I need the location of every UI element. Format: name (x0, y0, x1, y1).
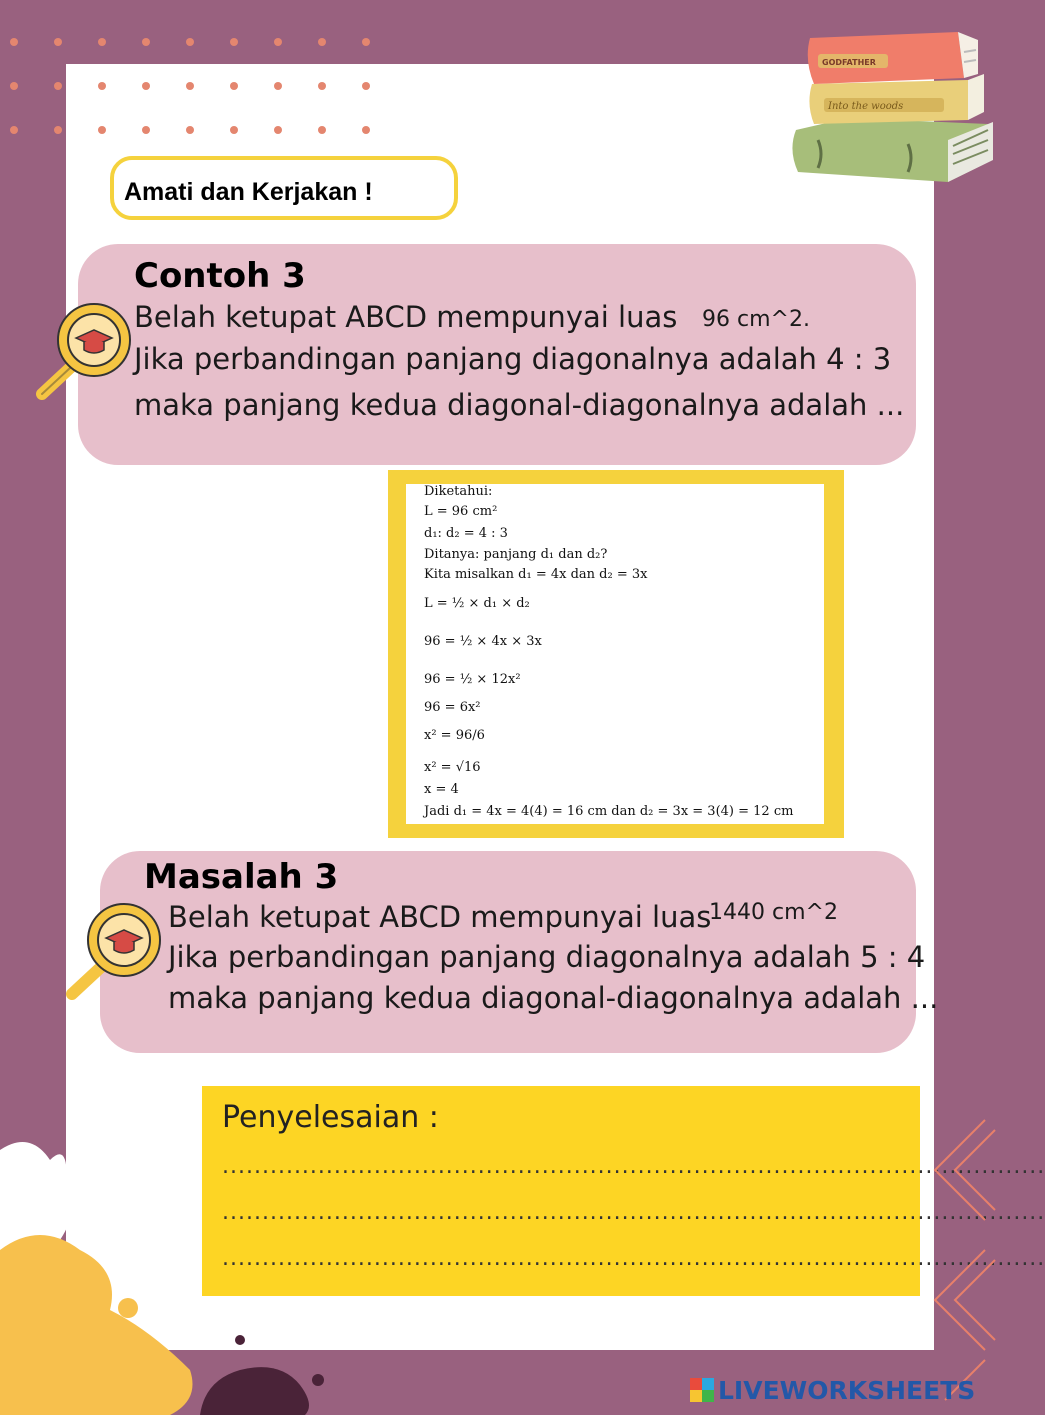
solution-line: 96 = 6x² (424, 700, 481, 715)
solution-line: x² = 96/6 (424, 728, 485, 743)
decorative-dot (362, 82, 370, 90)
decorative-dot (10, 126, 18, 134)
decorative-dot (142, 126, 150, 134)
paint-splash-decoration (0, 1130, 330, 1415)
solution-line: Ditanya: panjang d₁ dan d₂? (424, 547, 608, 562)
decorative-dot (54, 38, 62, 46)
solution-line: Jadi d₁ = 4x = 4(4) = 16 cm dan d₂ = 3x = 3(4) = 12 cm (424, 804, 794, 819)
solution-image-frame (388, 470, 844, 838)
books-illustration (788, 22, 993, 192)
solution-content (406, 484, 824, 824)
example-heading: Contoh 3 (134, 256, 306, 296)
decorative-dot (362, 38, 370, 46)
example-line-1: Belah ketupat ABCD mempunyai luas (134, 300, 678, 334)
solution-line: L = 96 cm² (424, 504, 498, 519)
decorative-dot (98, 126, 106, 134)
decorative-dot (142, 82, 150, 90)
solution-line: x² = √16 (424, 760, 481, 775)
instruction-box (110, 156, 458, 220)
decorative-dot (186, 82, 194, 90)
decorative-dot (142, 38, 150, 46)
decorative-dot (274, 82, 282, 90)
brand-text: LIVEWORKSHEETS (718, 1375, 976, 1405)
solution-line: Diketahui: (424, 484, 493, 499)
magnifier-graduation-icon (60, 896, 170, 1006)
answer-line-1[interactable]: ....................................................................................................... (222, 1154, 1045, 1179)
decorative-dot (318, 82, 326, 90)
solution-line: 96 = ½ × 12x² (424, 672, 521, 687)
magnifier-graduation-icon (30, 296, 140, 406)
solution-line: L = ½ × d₁ × d₂ (424, 596, 530, 611)
red-book (808, 32, 978, 84)
decorative-dots (10, 38, 380, 148)
decorative-dot (318, 126, 326, 134)
solution-line: x = 4 (424, 782, 459, 797)
example-area-value: 96 cm^2. (702, 307, 810, 332)
answer-line-2[interactable]: ....................................................................................................... (222, 1200, 1045, 1225)
book-title-2: Into the woods (828, 101, 904, 112)
solution-line: d₁: d₂ = 4 : 3 (424, 526, 508, 541)
decorative-dot (54, 82, 62, 90)
decorative-dot (274, 126, 282, 134)
decorative-dot (318, 38, 326, 46)
decorative-dot (54, 126, 62, 134)
decorative-dot (186, 126, 194, 134)
decorative-dot (230, 126, 238, 134)
problem-line-2: Jika perbandingan panjang diagonalnya adalah 5 : 4 (168, 940, 926, 974)
solution-line: Kita misalkan d₁ = 4x dan d₂ = 3x (424, 567, 648, 582)
decorative-dot (230, 38, 238, 46)
brand-icon (690, 1378, 714, 1402)
answer-line-3[interactable]: ....................................................................................................... (222, 1246, 1045, 1271)
decorative-dot (98, 82, 106, 90)
decorative-dot (362, 126, 370, 134)
decorative-dot (10, 38, 18, 46)
decorative-dot (10, 82, 18, 90)
answer-label: Penyelesaian : (222, 1100, 439, 1135)
green-book (792, 118, 993, 182)
chevron-decoration (880, 1100, 999, 1415)
decorative-dot (230, 82, 238, 90)
example-line-3: maka panjang kedua diagonal-diagonalnya adalah ... (134, 388, 905, 422)
example-line-2: Jika perbandingan panjang diagonalnya adalah 4 : 3 (134, 342, 892, 376)
liveworksheets-logo (690, 1375, 975, 1405)
solution-line: 96 = ½ × 4x × 3x (424, 634, 542, 649)
problem-line-3: maka panjang kedua diagonal-diagonalnya adalah ... (168, 981, 939, 1015)
decorative-dot (274, 38, 282, 46)
problem-heading: Masalah 3 (144, 857, 339, 897)
instruction-title: Amati dan Kerjakan ! (124, 178, 373, 206)
decorative-dot (186, 38, 194, 46)
decorative-dot (98, 38, 106, 46)
problem-area-value: 1440 cm^2 (709, 900, 838, 925)
book-title-1: GODFATHER (822, 58, 876, 67)
problem-line-1: Belah ketupat ABCD mempunyai luas (168, 900, 712, 934)
